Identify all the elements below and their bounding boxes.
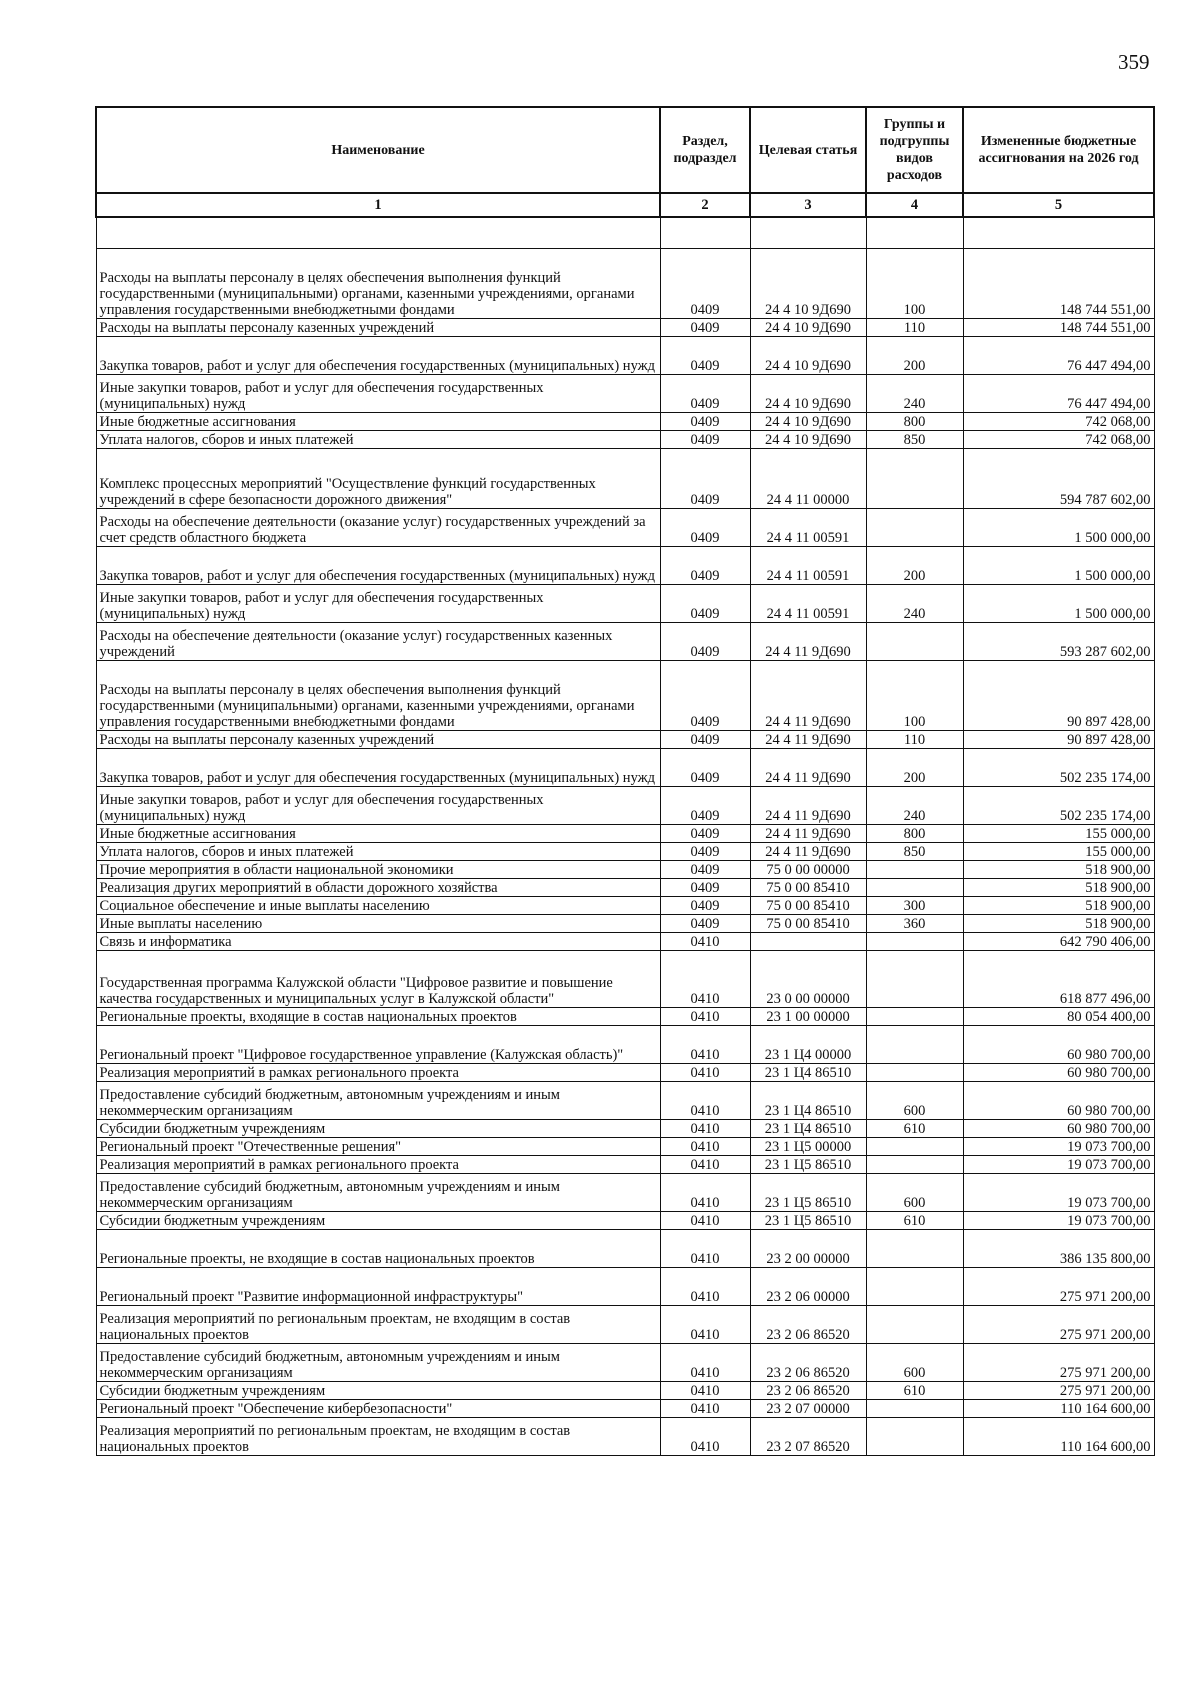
cell-target: 24 4 11 00591 [750, 547, 866, 585]
cell-amount: 386 135 800,00 [963, 1230, 1154, 1268]
cell-target: 75 0 00 85410 [750, 879, 866, 897]
table-row [96, 509, 1154, 547]
spacer-cell [866, 217, 963, 249]
cell-section: 0409 [660, 879, 750, 897]
cell-amount: 502 235 174,00 [963, 749, 1154, 787]
cell-section: 0409 [660, 825, 750, 843]
cell-name: Иные закупки товаров, работ и услуг для обеспечения государственных (муниципальных) нужд [96, 585, 660, 623]
cell-target: 24 4 11 9Д690 [750, 843, 866, 861]
cell-group [866, 509, 963, 547]
cell-amount: 275 971 200,00 [963, 1344, 1154, 1382]
cell-name: Иные бюджетные ассигнования [96, 413, 660, 431]
cell-target: 23 1 Ц4 00000 [750, 1026, 866, 1064]
cell-amount: 1 500 000,00 [963, 585, 1154, 623]
cell-section: 0409 [660, 897, 750, 915]
cell-amount: 60 980 700,00 [963, 1026, 1154, 1064]
cell-name: Иные выплаты населению [96, 915, 660, 933]
table-row [96, 413, 1154, 431]
cell-target: 24 4 10 9Д690 [750, 337, 866, 375]
cell-amount: 60 980 700,00 [963, 1120, 1154, 1138]
cell-amount: 275 971 200,00 [963, 1306, 1154, 1344]
cell-section: 0410 [660, 1064, 750, 1082]
table-row [96, 787, 1154, 825]
cell-section: 0410 [660, 933, 750, 951]
cell-amount: 518 900,00 [963, 897, 1154, 915]
cell-target: 24 4 10 9Д690 [750, 431, 866, 449]
cell-name: Региональный проект "Отечественные решения" [96, 1138, 660, 1156]
cell-target: 23 2 06 86520 [750, 1306, 866, 1344]
cell-amount: 19 073 700,00 [963, 1138, 1154, 1156]
cell-group: 600 [866, 1082, 963, 1120]
cell-target: 23 2 07 00000 [750, 1400, 866, 1418]
cell-amount: 594 787 602,00 [963, 449, 1154, 509]
cell-section: 0410 [660, 1174, 750, 1212]
cell-amount: 518 900,00 [963, 879, 1154, 897]
cell-amount: 90 897 428,00 [963, 731, 1154, 749]
cell-amount: 502 235 174,00 [963, 787, 1154, 825]
cell-target: 23 1 Ц5 86510 [750, 1212, 866, 1230]
table-row [96, 731, 1154, 749]
cell-name: Реализация мероприятий по региональным проектам, не входящим в состав национальных проектов [96, 1306, 660, 1344]
column-number: 1 [96, 193, 660, 217]
cell-group [866, 1400, 963, 1418]
header-amount: Измененные бюджетные ассигнования на 2026 год [963, 107, 1154, 193]
cell-section: 0410 [660, 1268, 750, 1306]
cell-group [866, 1418, 963, 1456]
cell-name: Субсидии бюджетным учреждениям [96, 1382, 660, 1400]
cell-name: Предоставление субсидий бюджетным, автономным учреждениям и иным некоммерческим организациям [96, 1082, 660, 1120]
cell-amount: 1 500 000,00 [963, 547, 1154, 585]
cell-name: Предоставление субсидий бюджетным, автономным учреждениям и иным некоммерческим организациям [96, 1344, 660, 1382]
header-section: Раздел, подраздел [660, 107, 750, 193]
cell-section: 0409 [660, 585, 750, 623]
table-body [96, 217, 1154, 1456]
spacer-cell [750, 217, 866, 249]
cell-target: 24 4 10 9Д690 [750, 413, 866, 431]
cell-name: Реализация мероприятий в рамках регионального проекта [96, 1156, 660, 1174]
table-row [96, 1082, 1154, 1120]
cell-section: 0410 [660, 1400, 750, 1418]
cell-section: 0409 [660, 509, 750, 547]
cell-section: 0410 [660, 1120, 750, 1138]
spacer-cell [96, 217, 660, 249]
table-row [96, 1306, 1154, 1344]
table-row [96, 449, 1154, 509]
cell-target: 23 1 00 00000 [750, 1008, 866, 1026]
cell-name: Региональные проекты, не входящие в состав национальных проектов [96, 1230, 660, 1268]
cell-amount: 76 447 494,00 [963, 375, 1154, 413]
cell-group: 110 [866, 319, 963, 337]
table-row [96, 1138, 1154, 1156]
header-group: Группы и подгруппы видов расходов [866, 107, 963, 193]
cell-section: 0410 [660, 1230, 750, 1268]
cell-group: 800 [866, 413, 963, 431]
cell-amount: 518 900,00 [963, 861, 1154, 879]
cell-name: Региональный проект "Обеспечение кибербезопасности" [96, 1400, 660, 1418]
table-row [96, 1382, 1154, 1400]
cell-group: 610 [866, 1382, 963, 1400]
cell-amount: 593 287 602,00 [963, 623, 1154, 661]
cell-amount: 1 500 000,00 [963, 509, 1154, 547]
cell-target: 24 4 11 9Д690 [750, 623, 866, 661]
column-number: 5 [963, 193, 1154, 217]
cell-name: Региональный проект "Цифровое государственное управление (Калужская область)" [96, 1026, 660, 1064]
table-row [96, 915, 1154, 933]
cell-section: 0409 [660, 319, 750, 337]
cell-target: 23 2 06 86520 [750, 1344, 866, 1382]
cell-target: 23 1 Ц4 86510 [750, 1120, 866, 1138]
cell-amount: 76 447 494,00 [963, 337, 1154, 375]
cell-amount: 19 073 700,00 [963, 1212, 1154, 1230]
header-row [96, 107, 1154, 193]
cell-group: 100 [866, 249, 963, 319]
cell-section: 0409 [660, 915, 750, 933]
cell-name: Закупка товаров, работ и услуг для обеспечения государственных (муниципальных) нужд [96, 749, 660, 787]
cell-target: 24 4 10 9Д690 [750, 319, 866, 337]
cell-target: 24 4 10 9Д690 [750, 375, 866, 413]
cell-section: 0410 [660, 1382, 750, 1400]
cell-target: 23 0 00 00000 [750, 951, 866, 1008]
cell-amount: 19 073 700,00 [963, 1156, 1154, 1174]
cell-amount: 742 068,00 [963, 431, 1154, 449]
cell-name: Реализация мероприятий по региональным проектам, не входящим в состав национальных проектов [96, 1418, 660, 1456]
cell-name: Закупка товаров, работ и услуг для обеспечения государственных (муниципальных) нужд [96, 337, 660, 375]
cell-target [750, 933, 866, 951]
cell-group: 610 [866, 1212, 963, 1230]
cell-name: Расходы на выплаты персоналу казенных учреждений [96, 731, 660, 749]
cell-group: 850 [866, 431, 963, 449]
cell-target: 23 2 00 00000 [750, 1230, 866, 1268]
cell-name: Иные закупки товаров, работ и услуг для обеспечения государственных (муниципальных) нужд [96, 787, 660, 825]
table-row [96, 375, 1154, 413]
cell-target: 24 4 10 9Д690 [750, 249, 866, 319]
cell-section: 0410 [660, 1026, 750, 1064]
table-row [96, 337, 1154, 375]
cell-section: 0409 [660, 843, 750, 861]
cell-group [866, 1306, 963, 1344]
cell-target: 24 4 11 9Д690 [750, 787, 866, 825]
cell-section: 0409 [660, 249, 750, 319]
cell-name: Расходы на обеспечение деятельности (оказание услуг) государственных казенных учреждений [96, 623, 660, 661]
cell-name: Расходы на выплаты персоналу казенных учреждений [96, 319, 660, 337]
cell-group [866, 1230, 963, 1268]
cell-group: 200 [866, 547, 963, 585]
cell-name: Реализация мероприятий в рамках регионального проекта [96, 1064, 660, 1082]
cell-group [866, 933, 963, 951]
table-row [96, 431, 1154, 449]
table-row [96, 623, 1154, 661]
table-row [96, 1212, 1154, 1230]
table-row [96, 1064, 1154, 1082]
cell-name: Расходы на выплаты персоналу в целях обеспечения выполнения функций государственными (муниципальными) органами, казенными учреждениями, органами управления государственными внебюджетными фондами [96, 249, 660, 319]
column-number-row [96, 193, 1154, 217]
cell-target: 24 4 11 00591 [750, 585, 866, 623]
cell-group [866, 1026, 963, 1064]
spacer-cell [963, 217, 1154, 249]
cell-section: 0409 [660, 749, 750, 787]
spacer-row [96, 217, 1154, 249]
cell-group: 240 [866, 787, 963, 825]
cell-amount: 275 971 200,00 [963, 1268, 1154, 1306]
cell-section: 0410 [660, 1344, 750, 1382]
cell-group [866, 1138, 963, 1156]
column-number: 2 [660, 193, 750, 217]
cell-name: Расходы на обеспечение деятельности (оказание услуг) государственных учреждений за счет средств областного бюджета [96, 509, 660, 547]
cell-amount: 60 980 700,00 [963, 1082, 1154, 1120]
cell-section: 0409 [660, 787, 750, 825]
cell-section: 0410 [660, 1138, 750, 1156]
cell-name: Иные бюджетные ассигнования [96, 825, 660, 843]
cell-name: Реализация других мероприятий в области дорожного хозяйства [96, 879, 660, 897]
cell-group: 200 [866, 337, 963, 375]
table-row [96, 1174, 1154, 1212]
cell-name: Расходы на выплаты персоналу в целях обеспечения выполнения функций государственными (муниципальными) органами, казенными учреждениями, органами управления государственными внебюджетными фондами [96, 661, 660, 731]
cell-group [866, 1268, 963, 1306]
table-row [96, 661, 1154, 731]
cell-section: 0409 [660, 337, 750, 375]
table-row [96, 1268, 1154, 1306]
table-row [96, 951, 1154, 1008]
table-row [96, 1400, 1154, 1418]
cell-section: 0410 [660, 1082, 750, 1120]
cell-amount: 110 164 600,00 [963, 1418, 1154, 1456]
cell-section: 0410 [660, 951, 750, 1008]
cell-amount: 618 877 496,00 [963, 951, 1154, 1008]
cell-target: 75 0 00 85410 [750, 915, 866, 933]
cell-group [866, 1064, 963, 1082]
cell-group: 300 [866, 897, 963, 915]
table-row [96, 749, 1154, 787]
cell-target: 23 1 Ц4 86510 [750, 1064, 866, 1082]
cell-target: 23 1 Ц4 86510 [750, 1082, 866, 1120]
cell-target: 75 0 00 00000 [750, 861, 866, 879]
table-row [96, 585, 1154, 623]
table-row [96, 319, 1154, 337]
cell-name: Предоставление субсидий бюджетным, автономным учреждениям и иным некоммерческим организациям [96, 1174, 660, 1212]
cell-name: Государственная программа Калужской области "Цифровое развитие и повышение качества государственных и муниципальных услуг в Калужской области" [96, 951, 660, 1008]
cell-group [866, 879, 963, 897]
cell-name: Субсидии бюджетным учреждениям [96, 1120, 660, 1138]
cell-amount: 148 744 551,00 [963, 249, 1154, 319]
cell-group [866, 861, 963, 879]
cell-section: 0409 [660, 731, 750, 749]
cell-section: 0410 [660, 1418, 750, 1456]
cell-section: 0410 [660, 1008, 750, 1026]
cell-group: 200 [866, 749, 963, 787]
cell-amount: 110 164 600,00 [963, 1400, 1154, 1418]
cell-amount: 518 900,00 [963, 915, 1154, 933]
cell-amount: 155 000,00 [963, 843, 1154, 861]
cell-group: 600 [866, 1344, 963, 1382]
cell-name: Связь и информатика [96, 933, 660, 951]
cell-amount: 642 790 406,00 [963, 933, 1154, 951]
cell-target: 23 1 Ц5 00000 [750, 1138, 866, 1156]
cell-name: Прочие мероприятия в области национальной экономики [96, 861, 660, 879]
cell-amount: 80 054 400,00 [963, 1008, 1154, 1026]
cell-name: Закупка товаров, работ и услуг для обеспечения государственных (муниципальных) нужд [96, 547, 660, 585]
table-row [96, 897, 1154, 915]
cell-amount: 60 980 700,00 [963, 1064, 1154, 1082]
table-row [96, 1418, 1154, 1456]
cell-target: 75 0 00 85410 [750, 897, 866, 915]
cell-target: 23 1 Ц5 86510 [750, 1156, 866, 1174]
cell-name: Комплекс процессных мероприятий "Осуществление функций государственных учреждений в сфере безопасности дорожного движения" [96, 449, 660, 509]
header-name: Наименование [96, 107, 660, 193]
table-row [96, 861, 1154, 879]
cell-section: 0409 [660, 623, 750, 661]
cell-group: 360 [866, 915, 963, 933]
cell-amount: 19 073 700,00 [963, 1174, 1154, 1212]
cell-name: Региональный проект "Развитие информационной инфраструктуры" [96, 1268, 660, 1306]
table-row [96, 249, 1154, 319]
table-row [96, 879, 1154, 897]
cell-section: 0409 [660, 375, 750, 413]
table-row [96, 1026, 1154, 1064]
cell-section: 0409 [660, 449, 750, 509]
cell-group [866, 1008, 963, 1026]
cell-amount: 742 068,00 [963, 413, 1154, 431]
column-number: 4 [866, 193, 963, 217]
table-row [96, 547, 1154, 585]
cell-group: 240 [866, 585, 963, 623]
cell-group: 100 [866, 661, 963, 731]
table-row [96, 1344, 1154, 1382]
table-row [96, 1008, 1154, 1026]
cell-group [866, 1156, 963, 1174]
cell-name: Региональные проекты, входящие в состав национальных проектов [96, 1008, 660, 1026]
table-row [96, 825, 1154, 843]
cell-target: 24 4 11 9Д690 [750, 749, 866, 787]
budget-table [95, 106, 1155, 1456]
cell-target: 23 1 Ц5 86510 [750, 1174, 866, 1212]
cell-group: 110 [866, 731, 963, 749]
cell-name: Уплата налогов, сборов и иных платежей [96, 431, 660, 449]
cell-target: 24 4 11 9Д690 [750, 825, 866, 843]
cell-name: Социальное обеспечение и иные выплаты населению [96, 897, 660, 915]
cell-name: Субсидии бюджетным учреждениям [96, 1212, 660, 1230]
header-target: Целевая статья [750, 107, 866, 193]
cell-group: 850 [866, 843, 963, 861]
table-row [96, 933, 1154, 951]
cell-section: 0410 [660, 1156, 750, 1174]
spacer-cell [660, 217, 750, 249]
cell-section: 0410 [660, 1212, 750, 1230]
cell-name: Иные закупки товаров, работ и услуг для обеспечения государственных (муниципальных) нужд [96, 375, 660, 413]
cell-section: 0409 [660, 661, 750, 731]
cell-amount: 155 000,00 [963, 825, 1154, 843]
cell-group: 600 [866, 1174, 963, 1212]
table-row [96, 1230, 1154, 1268]
cell-section: 0409 [660, 861, 750, 879]
cell-group: 800 [866, 825, 963, 843]
cell-target: 24 4 11 00591 [750, 509, 866, 547]
cell-target: 23 2 06 00000 [750, 1268, 866, 1306]
cell-section: 0410 [660, 1306, 750, 1344]
cell-name: Уплата налогов, сборов и иных платежей [96, 843, 660, 861]
cell-target: 24 4 11 9Д690 [750, 731, 866, 749]
cell-group: 610 [866, 1120, 963, 1138]
cell-target: 24 4 11 9Д690 [750, 661, 866, 731]
cell-section: 0409 [660, 547, 750, 585]
cell-target: 24 4 11 00000 [750, 449, 866, 509]
cell-target: 23 2 06 86520 [750, 1382, 866, 1400]
page-number: 359 [1118, 50, 1150, 74]
cell-section: 0409 [660, 413, 750, 431]
cell-group [866, 449, 963, 509]
table-row [96, 1156, 1154, 1174]
table-row [96, 1120, 1154, 1138]
cell-amount: 148 744 551,00 [963, 319, 1154, 337]
cell-target: 23 2 07 86520 [750, 1418, 866, 1456]
cell-group: 240 [866, 375, 963, 413]
column-number: 3 [750, 193, 866, 217]
cell-group [866, 951, 963, 1008]
cell-section: 0409 [660, 431, 750, 449]
cell-group [866, 623, 963, 661]
table-row [96, 843, 1154, 861]
cell-amount: 90 897 428,00 [963, 661, 1154, 731]
cell-amount: 275 971 200,00 [963, 1382, 1154, 1400]
